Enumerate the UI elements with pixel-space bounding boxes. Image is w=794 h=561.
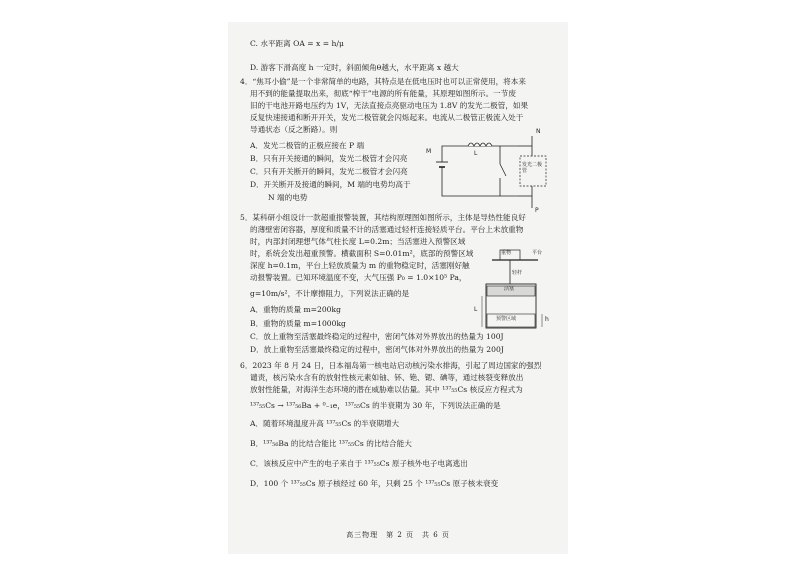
label-m: M: [426, 148, 432, 155]
q4-stem-line: 4．“焦耳小偷”是一个非常简单的电路，其特点是在低电压时也可以正常使用，将本来: [240, 77, 526, 86]
label-rod: 轻杆: [512, 270, 523, 276]
label-weight: 重物: [501, 250, 512, 256]
q5-stem-line: 深度 h=0.1m，平台上轻放质量为 m 的重物稳定时，活塞刚好触: [250, 261, 470, 270]
q5-stem-line: 时，内部封闭理想气体气柱长度 L=0.2m；当活塞进入预警区域: [250, 237, 466, 246]
q5-stem-line: 5．某科研小组设计一款超重报警装置，其结构原理图如图所示，主体是导热性能良好: [240, 213, 526, 222]
q6-option-d: D．100 个 ¹³⁷₅₅Cs 原子核经过 60 年，只剩 25 个 ¹³⁷₅₅Cs 原子核未衰变: [250, 479, 499, 488]
q6-option-b: B．¹³⁷₅₆Ba 的比结合能比 ¹³⁷₅₅Cs 的比结合能大: [250, 439, 412, 448]
q4-stem-line: 导通状态（反之断路）。则: [250, 125, 338, 134]
q5-stem-line: 动报警装置。已知环境温度不变，大气压强 P₀ = 1.0×10⁵ Pa，: [250, 273, 467, 282]
q3-option-d: D. 游客下滑高度 h 一定时，斜面倾角θ越大，水平距离 x 越大: [250, 63, 459, 72]
exam-page: [228, 22, 568, 554]
inductor-icon: [468, 143, 492, 146]
q4-option-c: C．只有开关断开的瞬间，发光二极管才会闪亮: [250, 167, 408, 176]
label-led: 发光二极管: [522, 162, 543, 174]
q6-stem-line: ¹³⁷₅₅Cs → ¹³⁷₅₆Ba + ⁰₋₁e，¹³⁷₅₅Cs 的半衰期为 30 年，下列说法正确的是: [250, 401, 501, 410]
q6-option-c: C．该核反应中产生的电子来自于 ¹³⁷₅₅Cs 原子核外电子电离逃出: [250, 459, 468, 468]
q6-stem-line: 放射性能量，对海洋生态环境的潜在威胁难以估量。其中 ¹³⁷₅₅Cs 核反应方程式为: [250, 385, 523, 394]
q4-option-d-cont: N 端的电势: [268, 193, 308, 202]
page-footer: 高三物理 第 2 页 共 6 页: [346, 531, 450, 539]
q5-stem-line: 时，系统会发出超重预警。横截面积 S=0.01m²，底部的预警区域: [250, 249, 474, 258]
label-h: h: [545, 316, 549, 323]
label-piston: 活塞: [504, 286, 515, 292]
label-warning-zone: 预警区域: [496, 316, 517, 322]
q5-apparatus-figure: [474, 248, 556, 332]
circuit-diagram: [428, 134, 548, 214]
label-l: L: [474, 150, 478, 157]
q5-option-d: D．放上重物至活塞最终稳定的过程中，密闭气体对外界放出的热量为 200J: [250, 345, 504, 354]
switch-icon: [500, 164, 506, 176]
q5-option-b: B．重物的质量 m=1000kg: [250, 319, 346, 328]
label-platform: 平台: [532, 250, 543, 256]
q4-stem-line: 反复快速接通和断开开关，发光二极管就会闪烁起来。电流从二极管正极流入处于: [250, 113, 524, 122]
q5-option-c: C．放上重物至活塞最终稳定的过程中，密闭气体对外界放出的热量为 100J: [250, 332, 504, 341]
q4-option-a: A．发光二极管的正极应接在 P 端: [250, 141, 365, 150]
label-n: N: [536, 128, 541, 135]
q5-option-a: A．重物的质量 m=200kg: [250, 305, 341, 314]
q5-stem-line: g=10m/s²，不计摩擦阻力，下列说法正确的是: [250, 289, 410, 298]
q6-stem-line: 6．2023 年 8 月 24 日，日本福岛第一核电站启动核污染水排海，引起了周边国家的强烈: [240, 361, 542, 370]
q3-option-c: C. 水平距离 OA = x = h/μ: [250, 39, 344, 48]
q5-stem-line: 的薄壁密闭容器，厚度和质量不计的活塞通过轻杆连接轻质平台。平台上未放重物: [250, 225, 524, 234]
q4-option-d: D．开关断开及接通的瞬间，M 端的电势均高于: [250, 180, 411, 189]
label-p: P: [535, 207, 539, 214]
q4-circuit-figure: [426, 128, 548, 214]
q4-option-b: B．只有开关接通的瞬间，发光二极管才会闪亮: [250, 154, 408, 163]
q4-stem-line: 用不到的能量提取出来，彻底“榨干”电源的所有能量，其原理如图所示。一节废: [250, 89, 516, 98]
q6-stem-line: 谴责，核污染水含有的放射性核元素如铀、钚、铯、锶、碘等，通过核裂变释放出: [250, 373, 524, 382]
label-l: L: [474, 306, 478, 313]
q4-stem-line: 旧的干电池开路电压约为 1V，无法直接点亮驱动电压为 1.8V 的发光二极管，如果: [250, 101, 529, 110]
q6-option-a: A．随着环境温度升高 ¹³⁷₅₅Cs 的半衰期增大: [250, 419, 400, 428]
